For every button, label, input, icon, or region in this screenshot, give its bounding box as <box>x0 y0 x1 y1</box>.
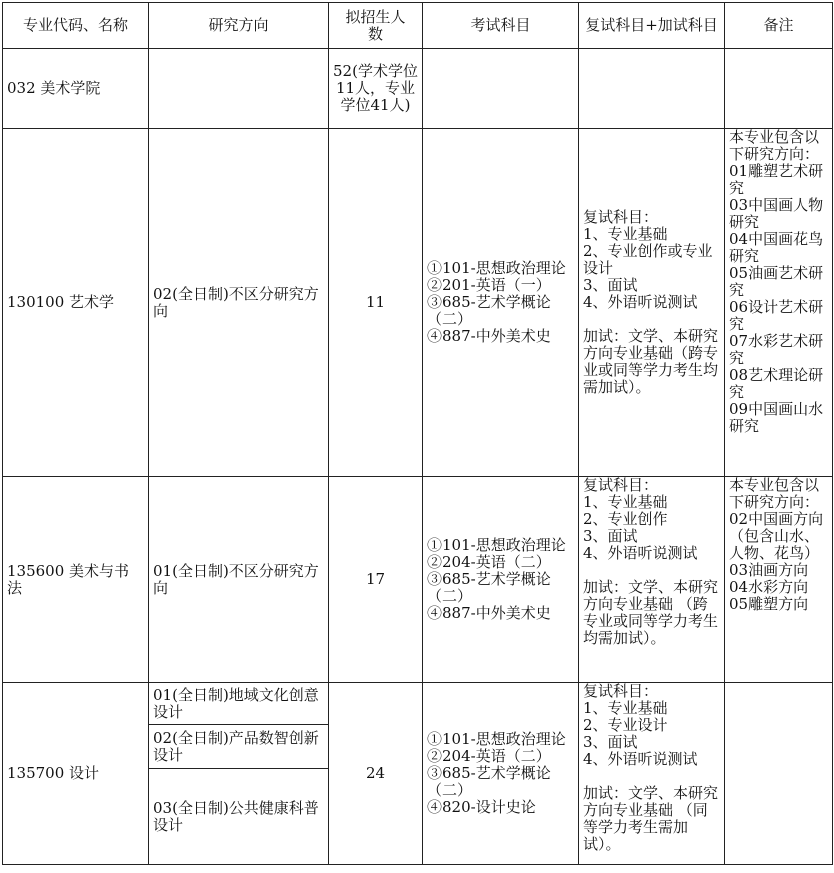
exam-subject: ③685-艺术学概论（二） <box>427 764 551 799</box>
exam-subject: ③685-艺术学概论（二） <box>427 293 551 328</box>
retest-line: 2、专业创作 <box>583 510 668 528</box>
exam-subject: ②204-英语（二） <box>427 553 551 571</box>
note-line: 03中国画人物研究 <box>729 196 824 231</box>
table-row <box>3 129 833 477</box>
row-note <box>725 49 833 129</box>
note-line: 04中国画花鸟研究 <box>729 230 824 265</box>
row-direction: 02(全日制)产品数智创新设计 <box>149 725 329 769</box>
note-line: 08艺术理论研究 <box>729 366 824 401</box>
row-direction: 01(全日制)地域文化创意设计 <box>149 683 329 725</box>
spacer <box>583 768 720 785</box>
retest-line: 复试科目： <box>583 682 659 700</box>
row-direction <box>149 49 329 129</box>
retest-line: 1、专业基础 <box>583 225 668 243</box>
spacer <box>583 562 720 579</box>
retest-line: 复试科目： <box>583 476 659 494</box>
header-direction: 研究方向 <box>149 3 329 49</box>
note-line: 05雕塑方向 <box>729 595 809 613</box>
note-line: 03油画方向 <box>729 561 809 579</box>
row-exam <box>423 129 579 477</box>
header-retest: 复试科目+加试科目 <box>579 3 725 49</box>
exam-subject: ①101-思想政治理论 <box>427 536 566 554</box>
table-row <box>3 683 833 725</box>
row-quota: 17 <box>329 477 423 683</box>
row-retest <box>579 477 725 683</box>
retest-line: 复试科目： <box>583 208 659 226</box>
retest-line: 4、外语听说测试 <box>583 293 698 311</box>
row-quota: 52(学术学位11人，专业学位41人) <box>329 49 423 129</box>
retest-line: 4、外语听说测试 <box>583 750 698 768</box>
row-note <box>725 683 833 865</box>
exam-subject: ②201-英语（一） <box>427 276 551 294</box>
exam-subject: ①101-思想政治理论 <box>427 259 566 277</box>
note-line: 06设计艺术研究 <box>729 298 824 333</box>
addtest-text: 加试：文学、本研究方向专业基础 （同等学力考生需加试）。 <box>583 784 719 853</box>
header-code-name: 专业代码、名称 <box>3 3 149 49</box>
row-retest <box>579 49 725 129</box>
retest-line: 3、面试 <box>583 733 638 751</box>
note-line: 07水彩艺术研究 <box>729 332 824 367</box>
row-exam <box>423 49 579 129</box>
row-exam <box>423 683 579 865</box>
row-code-name: 135700 设计 <box>3 683 149 865</box>
retest-line: 1、专业基础 <box>583 493 668 511</box>
row-note <box>725 129 833 477</box>
row-exam <box>423 477 579 683</box>
retest-line: 2、专业创作或专业设计 <box>583 242 713 277</box>
header-note: 备注 <box>725 3 833 49</box>
exam-subject: ④887-中外美术史 <box>427 327 551 345</box>
row-code-name: 130100 艺术学 <box>3 129 149 477</box>
exam-subject: ③685-艺术学概论（二） <box>427 570 551 605</box>
note-line: 04水彩方向 <box>729 578 809 596</box>
row-quota: 24 <box>329 683 423 865</box>
note-line: 09中国画山水研究 <box>729 400 824 435</box>
note-line: 05油画艺术研究 <box>729 264 824 299</box>
spacer <box>583 311 720 328</box>
row-retest <box>579 683 725 865</box>
admissions-table <box>2 2 833 865</box>
retest-line: 3、面试 <box>583 276 638 294</box>
table-row <box>3 477 833 683</box>
row-direction: 03(全日制)公共健康科普设计 <box>149 769 329 865</box>
exam-subject: ④887-中外美术史 <box>427 604 551 622</box>
exam-subject: ④820-设计史论 <box>427 798 536 816</box>
row-quota: 11 <box>329 129 423 477</box>
note-line: 本专业包含以下研究方向： <box>729 476 820 511</box>
exam-subject: ②204-英语（二） <box>427 747 551 765</box>
header-quota: 拟招生人数 <box>329 3 423 49</box>
retest-line: 1、专业基础 <box>583 699 668 717</box>
header-exam: 考试科目 <box>423 3 579 49</box>
retest-line: 4、外语听说测试 <box>583 544 698 562</box>
row-direction: 02(全日制)不区分研究方向 <box>149 129 329 477</box>
addtest-text: 加试：文学、本研究方向专业基础（跨专业或同等学力考生均需加试）。 <box>583 327 719 396</box>
note-line: 本专业包含以下研究方向： <box>729 128 820 163</box>
row-code-name: 135600 美术与书法 <box>3 477 149 683</box>
row-note <box>725 477 833 683</box>
row-retest <box>579 129 725 477</box>
table-row <box>3 49 833 129</box>
note-line: 02中国画方向（包含山水、人物、花鸟） <box>729 510 824 562</box>
addtest-text: 加试：文学、本研究方向专业基础 （跨专业或同等学力考生均需加试）。 <box>583 578 719 647</box>
header-row <box>3 3 833 49</box>
retest-line: 3、面试 <box>583 527 638 545</box>
exam-subject: ①101-思想政治理论 <box>427 730 566 748</box>
row-direction: 01(全日制)不区分研究方向 <box>149 477 329 683</box>
row-code-name: 032 美术学院 <box>3 49 149 129</box>
retest-line: 2、专业设计 <box>583 716 668 734</box>
note-line: 01雕塑艺术研究 <box>729 162 824 197</box>
